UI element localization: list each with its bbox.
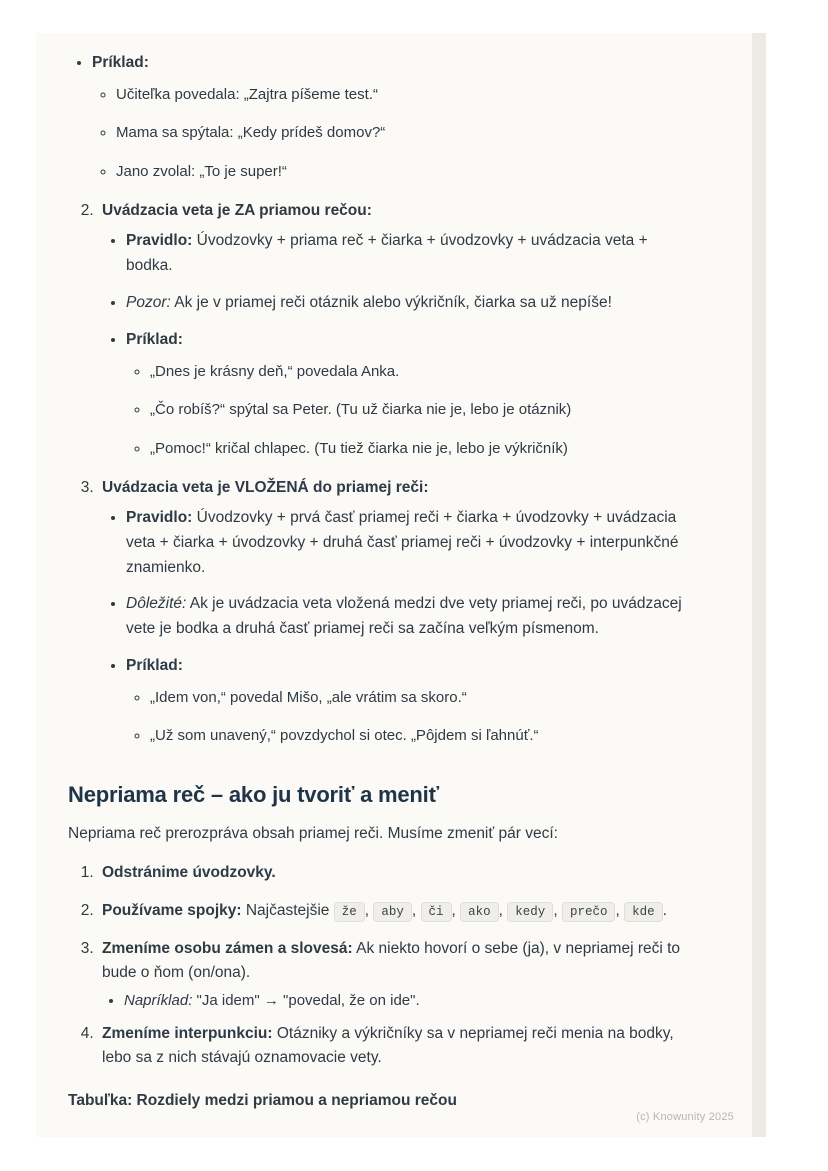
- list-item: [98, 861, 688, 885]
- step3-label: Zmeníme osobu zámen a slovesá:: [102, 940, 353, 958]
- example-sublist: [126, 687, 688, 748]
- pravidlo-text: Úvodzovky + prvá časť priamej reči + čiarka + úvodzovky + uvádzacia veta + čiarka + úvodzovky + druhá časť priamej reči + úvodzovky + interpunkčné znamienko.: [126, 509, 679, 576]
- keyword-chip: kde: [624, 902, 663, 922]
- rule2-title: Uvádzacia veta je ZA priamou rečou:: [102, 202, 372, 220]
- step2-label: Používame spojky:: [102, 901, 242, 919]
- pravidlo-label: Pravidlo:: [126, 509, 193, 527]
- list-item: ◦ „Dnes je krásny deň,“ povedala Anka.: [150, 361, 688, 384]
- keyword-chip: ako: [460, 902, 499, 922]
- list-item: [98, 937, 688, 1012]
- step4-label: Zmeníme interpunkciu:: [102, 1025, 273, 1043]
- list-item: ◦ „Už som unavený,“ povzdychol si otec. „Pôjdem si ľahnúť.“: [150, 725, 688, 748]
- example-sublist: [92, 84, 688, 184]
- step3-sublist: [102, 989, 688, 1012]
- napriklad-label: Napríklad:: [124, 992, 193, 1010]
- keyword-chip: kedy: [507, 902, 553, 922]
- list-item: [126, 229, 688, 279]
- list-item: 2. Používame spojky: Najčastejšie že , aby , či , ako , kedy , prečo , kde .: [98, 895, 688, 928]
- list-item: [98, 1022, 688, 1070]
- list-item: [92, 51, 688, 183]
- example-label: Príklad:: [126, 657, 183, 674]
- keyword-chip: aby: [373, 902, 412, 922]
- rule2-details: [102, 229, 688, 460]
- scrollbar-thumb[interactable]: [753, 33, 765, 283]
- rules-ordered-list-2: [68, 199, 688, 460]
- example-sublist: [126, 361, 688, 461]
- list-item: [126, 506, 688, 580]
- pozor-label: Pozor:: [126, 293, 171, 311]
- list-item: [98, 476, 688, 748]
- example-label: Príklad:: [126, 330, 183, 348]
- step2-text: Najčastejšie: [241, 901, 334, 919]
- list-item: [98, 199, 688, 460]
- pravidlo-label: Pravidlo:: [126, 232, 193, 250]
- example-block-rule1: [68, 51, 688, 183]
- example-label: Príklad:: [92, 54, 149, 71]
- intro-paragraph: Nepriama reč prerozpráva obsah priamej reči. Musíme zmeniť pár vecí:: [68, 824, 558, 842]
- pozor-text: Ak je v priamej reči otáznik alebo výkričník, čiarka sa už nepíše!: [170, 293, 612, 311]
- document-content: [68, 33, 688, 1110]
- step1-label: Odstránime úvodzovky.: [102, 863, 276, 881]
- list-item: [126, 592, 688, 642]
- list-item: ◦ „Čo robíš?“ spýtal sa Peter. (Tu už čiarka nie je, lebo je otáznik): [150, 399, 688, 422]
- list-item: ◦ Mama sa spýtala: „Kedy prídeš domov?“: [116, 122, 688, 145]
- step3-text: Ak niekto hovorí o sebe (ja), v nepriamej reči to bude o ňom (on/ona).: [102, 940, 681, 982]
- section-heading-indirect-speech: Nepriama reč – ako ju tvoriť a meniť: [68, 781, 439, 807]
- list-item: ◦ Jano zvolal: „To je super!“: [116, 161, 688, 184]
- keyword-chip: či: [421, 902, 452, 922]
- list-item: [124, 989, 688, 1012]
- keyword-chip: prečo: [562, 902, 616, 922]
- rule3-title: Uvádzacia veta je VLOŽENÁ do priamej reči:: [102, 479, 429, 496]
- list-item: [126, 654, 688, 748]
- list-item: ◦ „Idem von,“ povedal Mišo, „ale vrátim sa skoro.“: [150, 687, 688, 710]
- document-sheet: [36, 33, 752, 1137]
- keyword-chip: že: [334, 902, 365, 922]
- step4-text: Otázniky a výkričníky sa v nepriamej reči menia na bodky, lebo sa z nich stávajú oznamovacie vety.: [102, 1025, 674, 1067]
- pravidlo-text: Úvodzovky + priama reč + čiarka + úvodzovky + uvádzacia veta + bodka.: [126, 232, 648, 275]
- list-item: ◦ Učiteľka povedala: „Zajtra píšeme test.“: [116, 84, 688, 107]
- dolezite-label: Dôležité:: [126, 595, 187, 613]
- copyright-footnote: (c) Knowunity 2025: [636, 1111, 734, 1123]
- table-title: Tabuľka: Rozdiely medzi priamou a nepriamou rečou: [68, 1092, 457, 1110]
- list-item: [126, 328, 688, 460]
- list-item: ◦ „Pomoc!“ kričal chlapec. (Tu tiež čiarka nie je, lebo je výkričník): [150, 438, 688, 461]
- list-item: [126, 291, 688, 316]
- napriklad-text: "Ja idem" → "povedal, že on ide".: [192, 992, 420, 1010]
- dolezite-text: Ak je uvádzacia veta vložená medzi dve vety priamej reči, po uvádzacej vete je bodka a druhá časť priamej reči sa začína veľkým písmenom.: [126, 595, 682, 638]
- rules-ordered-list-3: [68, 476, 688, 748]
- indirect-speech-steps: [68, 861, 688, 1071]
- rule3-details: [102, 506, 688, 748]
